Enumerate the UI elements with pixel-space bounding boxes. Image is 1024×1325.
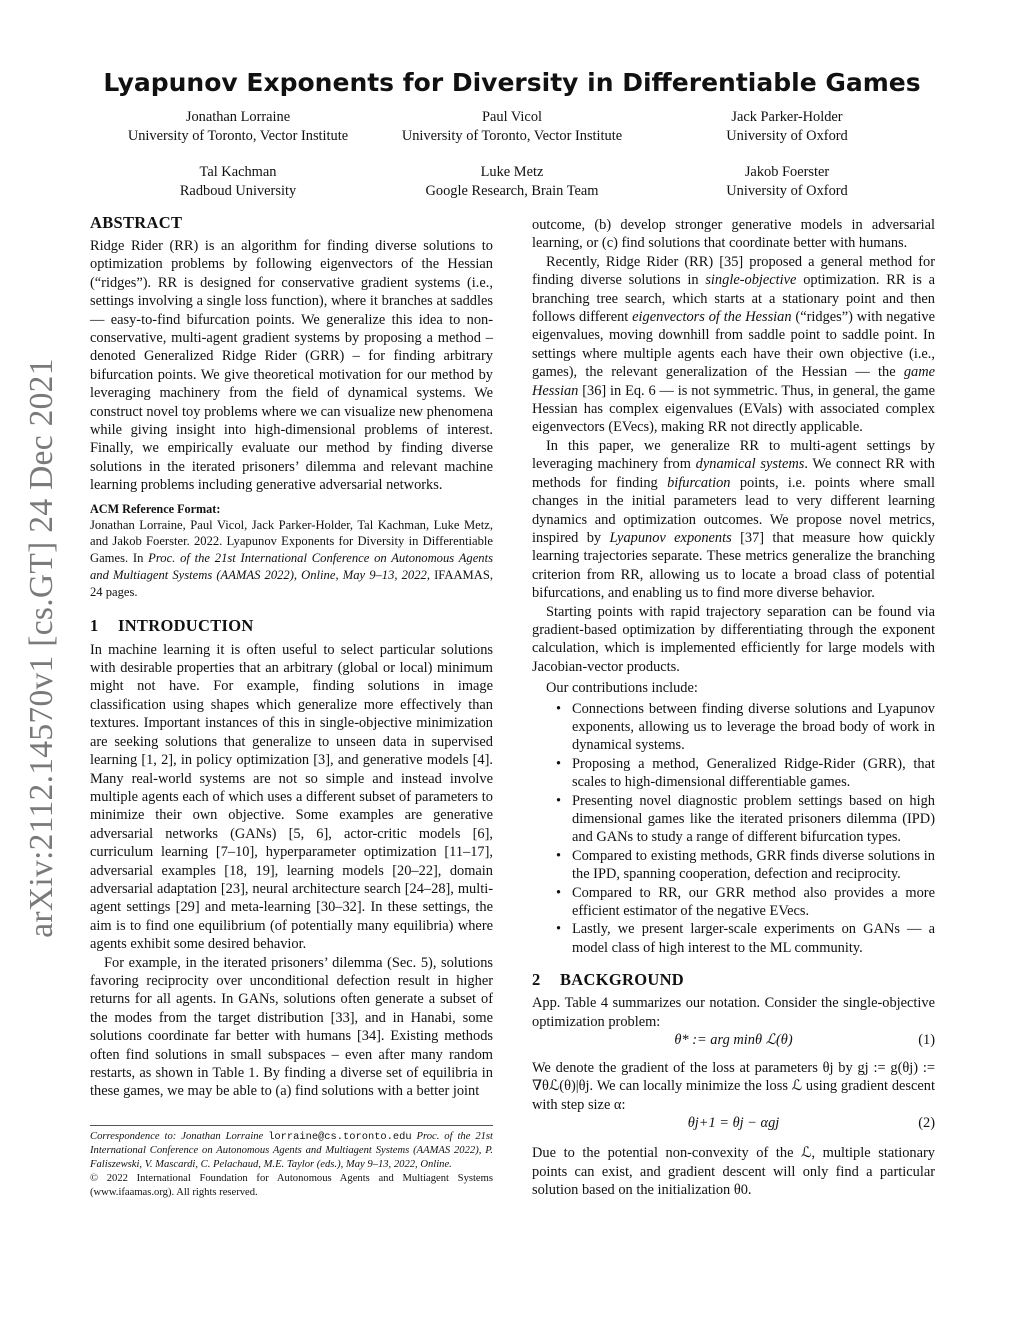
arxiv-identifier: arXiv:2112.14570v1 [cs.GT] 24 Dec 2021: [22, 358, 60, 938]
emphasis: eigenvectors of the Hessian: [632, 309, 792, 326]
author-affiliation: University of Toronto, Vector Institute: [127, 128, 349, 144]
author-email: lorraine@cs.toronto.edu: [268, 1131, 412, 1143]
background-heading: [532, 969, 935, 991]
list-item: • Lastly, we present larger-scale experiments on GANs — a model class of high interest to the ML community.: [532, 920, 935, 957]
text-run: In this paper, we generalize RR to multi-agent settings by leveraging machinery from: [532, 437, 935, 473]
equation-number: (2): [918, 1115, 935, 1132]
acm-reference-tail: , IFAAMAS, 24 pages.: [90, 568, 493, 599]
text-run: points, i.e. points where small changes in the initial parameters lead to very different learning dynamics and optimization outcomes. We propose novel metrics, inspired by: [532, 474, 935, 546]
emphasis: game Hessian: [532, 364, 935, 399]
list-item: • Presenting novel diagnostic problem settings based on high dimensional games like the iterated prisoners dilemma (IPD) and GANs to study a range of different bifurcation types.: [532, 792, 935, 847]
author-affiliation: University of Oxford: [726, 128, 848, 144]
author-name: Luke Metz: [480, 164, 544, 180]
acm-reference-text: [90, 517, 493, 601]
arxiv-sidebar: [22, 347, 62, 949]
list-item: • Connections between finding diverse solutions and Lyapunov exponents, allowing us to leverage the broad body of work in dynamical systems.: [532, 700, 935, 755]
paper-title: Lyapunov Exponents for Diversity in Differentiable Games: [103, 68, 921, 97]
abstract-heading: ABSTRACT: [90, 213, 183, 232]
intro-paragraph: outcome, (b) develop stronger generative models in adversarial learning, or (c) find solutions that coordinate better with humans.: [532, 217, 935, 252]
text-run: optimization. RR is a branching tree search, which starts at a stationary point and then follows different: [532, 272, 935, 326]
contributions-intro: Our contributions include:: [546, 680, 698, 697]
text-run: [37] that measure how quickly learning trajectories separate. These metrics generalize the branching criterion from RR, allowing us to locate a broad class of potential bifurcations, and enabling us to find more diverse behavior.: [532, 529, 935, 602]
emphasis: Lyapunov exponents: [609, 529, 732, 546]
footnote-correspondence: [90, 1130, 493, 1172]
author-entry: [93, 108, 383, 146]
author-affiliation: University of Toronto, Vector Institute: [401, 128, 623, 144]
emphasis: single-objective: [705, 272, 797, 289]
background-paragraph: Due to the potential non-convexity of the ℒ, multiple stationary points can exist, and gradient descent will only find a particular solution based on the initialization θ0.: [532, 1145, 935, 1199]
author-entry: [642, 108, 932, 146]
emphasis: dynamical systems: [695, 456, 805, 473]
author-entry: [367, 163, 657, 201]
text-run: [36] in Eq. 6 — is not symmetric. Thus, in general, the game Hessian has complex eigenvalues (EVals) with associated complex eigenvectors (EVecs), making RR not directly applicable.: [532, 382, 935, 436]
section-title: INTRODUCTION: [118, 615, 254, 635]
footnote-venue: Proc. of the 21st International Conference on Autonomous Agents and Multiagent Systems (AAMAS 2022), P. Faliszewski, V. Mascardi, C. Pelachaud, M.E. Taylor (eds.), May 9–13, 2022, Online.: [90, 1131, 493, 1170]
contributions-list: [532, 700, 935, 958]
author-name: Jonathan Lorraine: [185, 109, 291, 125]
author-affiliation: Radboud University: [179, 183, 297, 199]
author-name: Tal Kachman: [199, 164, 277, 180]
equation-body: θ* := arg minθ ℒ(θ): [674, 1032, 793, 1049]
section-number: 1: [90, 615, 99, 635]
author-name: Paul Vicol: [481, 109, 543, 125]
author-affiliation: University of Oxford: [726, 183, 848, 199]
right-column: [532, 216, 935, 1200]
text-run: (“ridges”) with negative eigenvalues, moving downhill from saddle point to saddle point. In settings where multiple agents each have their own objective (i.e., games), the relevant generalization of the Hessian — the: [532, 309, 935, 381]
intro-paragraph: In machine learning it is often useful to select particular solutions with desirable properties that an arbitrary (global or local) minimum might not have. For example, finding solutions in image classification using shapes which generalize more effectively than textures. Important instances of this in single-objective minimization are seeking solutions that generalize to unseen data in supervised learning [1, 2], in policy optimization [3], and generative models [4]. Many real-world systems are not so simple and instead involve multiple agents each of which uses a different subset of parameters to minimize their own objective. Some examples are generative adversarial networks (GANs) [5, 6], actor-critic models [6], curriculum learning [7–10], hyperparameter optimization [11–17], adversarial examples [18, 19], learning models [20–22], domain adversarial adaptation [23], neural architecture search [24–28], multi-agent settings [29] and meta-learning [30–32]. In these settings, the aim is to find one equilibrium (of potentially many equilibria) where agents exhibit some desired behavior.: [90, 641, 493, 953]
author-name: Jack Parker-Holder: [731, 109, 843, 125]
footnote-label: Correspondence to: Jonathan Lorraine: [90, 1131, 269, 1142]
list-item: • Compared to existing methods, GRR finds diverse solutions in the IPD, spanning cooperation, defection and reciprocity.: [532, 847, 935, 884]
author-entry: [93, 163, 383, 201]
equation-1: [532, 1031, 935, 1051]
acm-reference-venue: Proc. of the 21st International Conference on Autonomous Agents and Multiagent Systems (AAMAS 2022), Online, May 9–13, 2022: [90, 551, 493, 583]
text-run: . We connect RR with methods for finding: [532, 456, 935, 491]
equation-2: [532, 1114, 935, 1134]
footnote-copyright: © 2022 International Foundation for Autonomous Agents and Multiagent Systems (www.ifaamas.org). All rights reserved.: [90, 1173, 493, 1198]
acm-reference-heading: ACM Reference Format:: [90, 501, 221, 516]
intro-paragraph: [532, 437, 935, 603]
text-run: Recently, Ridge Rider (RR) [35] proposed a general method for finding diverse solutions in: [532, 253, 935, 289]
intro-paragraph: Starting points with rapid trajectory separation can be found via gradient-based optimization by differentiating through the exponent calculation, which is implemented efficiently for large models with Jacobian-vector products.: [532, 603, 935, 675]
equation-number: (1): [918, 1032, 935, 1049]
abstract-text: Ridge Rider (RR) is an algorithm for finding diverse solutions to optimization problems by following eigenvectors of the Hessian (“ridges”). RR is designed for conservative gradient systems (i.e., settings involving a single loss function), where it branches at saddles — easy-to-find bifurcation points. We generalize this idea to non-conservative, multi-agent gradient systems by proposing a method – denoted Generalized Ridge Rider (GRR) – for finding arbitrary bifurcation points. We give theoretical motivation for our method by leveraging machinery from the field of dynamical systems. We construct novel toy problems where we can visualize new phenomena while giving insight into high-dimensional problems of interest. Finally, we empirically evaluate our method by finding diverse solutions in the iterated prisoners’ dilemma and relevant machine learning problems including generative adversarial networks.: [90, 238, 493, 494]
intro-heading: [90, 615, 493, 637]
equation-body: θj+1 = θj − αgj: [687, 1115, 780, 1132]
background-paragraph: App. Table 4 summarizes our notation. Consider the single-objective optimization problem:: [532, 995, 935, 1030]
emphasis: bifurcation: [667, 474, 731, 491]
list-item: • Compared to RR, our GRR method also provides a more efficient estimator of the negative EVecs.: [532, 884, 935, 921]
author-entry: [642, 163, 932, 201]
acm-reference-plain: Jonathan Lorraine, Paul Vicol, Jack Parker-Holder, Tal Kachman, Luke Metz, and Jakob Foerster. 2022. Lyapunov Exponents for Diversity in Differentiable Games. In: [90, 517, 493, 566]
author-affiliation: Google Research, Brain Team: [425, 183, 599, 199]
intro-paragraph: [532, 253, 935, 437]
author-name: Jakob Foerster: [744, 164, 830, 180]
intro-paragraph: For example, in the iterated prisoners’ dilemma (Sec. 5), solutions favoring reciprocity over unconditional defection result in higher returns for all agents. In GANs, solutions often generate a subset of the modes from the target distribution [33], and in Hanabi, some solutions coordinate far better with humans [34]. Existing methods often find solutions in small subspaces – even after many random restarts, as shown in Table 1. By finding a diverse set of equilibria in these games, we may be able to (a) find solutions with a better joint: [90, 954, 493, 1100]
section-number: 2: [532, 970, 541, 990]
list-item: • Proposing a method, Generalized Ridge-Rider (GRR), that scales to high-dimensional differentiable games.: [532, 755, 935, 792]
footnote: [90, 1125, 493, 1200]
section-title: BACKGROUND: [560, 970, 685, 990]
left-column: [90, 212, 493, 1101]
author-entry: [367, 108, 657, 146]
background-paragraph: We denote the gradient of the loss at parameters θj by gj := g(θj) := ∇θℒ(θ)|θj. We can locally minimize the loss ℒ using gradient descent with step size α:: [532, 1060, 935, 1113]
